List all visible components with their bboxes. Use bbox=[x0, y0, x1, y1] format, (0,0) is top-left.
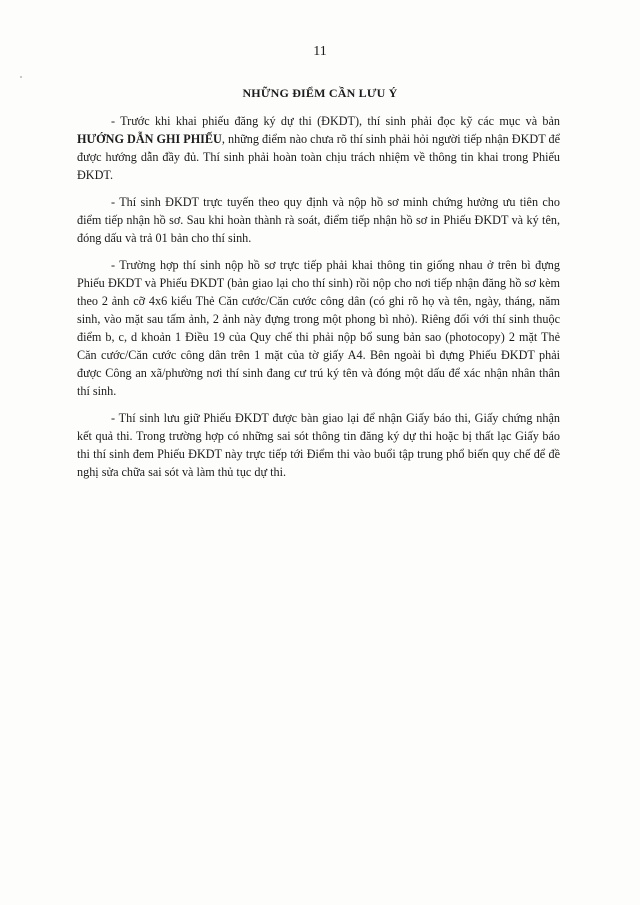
page-number: 11 bbox=[313, 44, 327, 59]
paragraph-text-end: , những điểm nào chưa rõ thí sinh phải hỏi người tiếp nhận ĐKDT để được hướng dẫn đầy đủ. Thí sinh phải hoàn toàn chịu trách nhiệm về thông tin khai trong Phiếu ĐKDT. bbox=[77, 132, 561, 182]
paragraph-online-registration: - Thí sinh ĐKDT trực tuyến theo quy định và nộp hồ sơ minh chứng hưởng ưu tiên cho điểm tiếp nhận hồ sơ. Sau khi hoàn thành rà soát, điểm tiếp nhận hồ sơ in Phiếu ĐKDT và ký tên, đóng dấu và trả 01 bản cho thí sinh. bbox=[77, 195, 560, 245]
paragraph-keep-form: - Thí sinh lưu giữ Phiếu ĐKDT được bàn giao lại để nhận Giấy báo thi, Giấy chứng nhận kết quả thi. Trong trường hợp có những sai sót thông tin đăng ký dự thi hoặc bị thất lạc Giấy báo thi thí sinh đem Phiếu ĐKDT này trực tiếp tới Điểm thi vào buổi tập trung phổ biến quy chế để đề nghị sửa chữa sai sót và làm thủ tục dự thi. bbox=[77, 411, 560, 479]
page-title: NHỮNG ĐIỂM CẦN LƯU Ý bbox=[242, 86, 398, 100]
document-body bbox=[77, 112, 560, 490]
paragraph-reading-instructions bbox=[77, 112, 560, 184]
scan-speck bbox=[20, 76, 22, 78]
paragraph-bold-text: HƯỚNG DẪN GHI PHIẾU bbox=[77, 132, 222, 146]
paragraph-direct-submission: - Trường hợp thí sinh nộp hồ sơ trực tiếp phải khai thông tin giống nhau ở trên bì đựng Phiếu ĐKDT và Phiếu ĐKDT (bản giao lại cho thí sinh) rồi nộp cho nơi tiếp nhận đăng hồ sơ kèm theo 2 ảnh cỡ 4x6 kiểu Thẻ Căn cước/Căn cước công dân (có ghi rõ họ và tên, ngày, tháng, năm sinh, vào mặt sau tấm ảnh, 2 ảnh này đựng trong một phong bì nhỏ). Riêng đối với thí sinh thuộc điểm b, c, d khoản 1 Điều 19 của Quy chế thi phải nộp bổ sung bản sao (photocopy) 2 mặt Thẻ Căn cước/Căn cước công dân trên 1 mặt của tờ giấy A4. Bên ngoài bì đựng Phiếu ĐKDT phải được Công an xã/phường nơi thí sinh đang cư trú ký tên và đóng một dấu để xác nhận nhân thân thí sinh. bbox=[77, 258, 560, 398]
paragraph-text-start: - Trước khi khai phiếu đăng ký dự thi (ĐKDT), thí sinh phải đọc kỹ các mục và bản bbox=[111, 114, 560, 128]
